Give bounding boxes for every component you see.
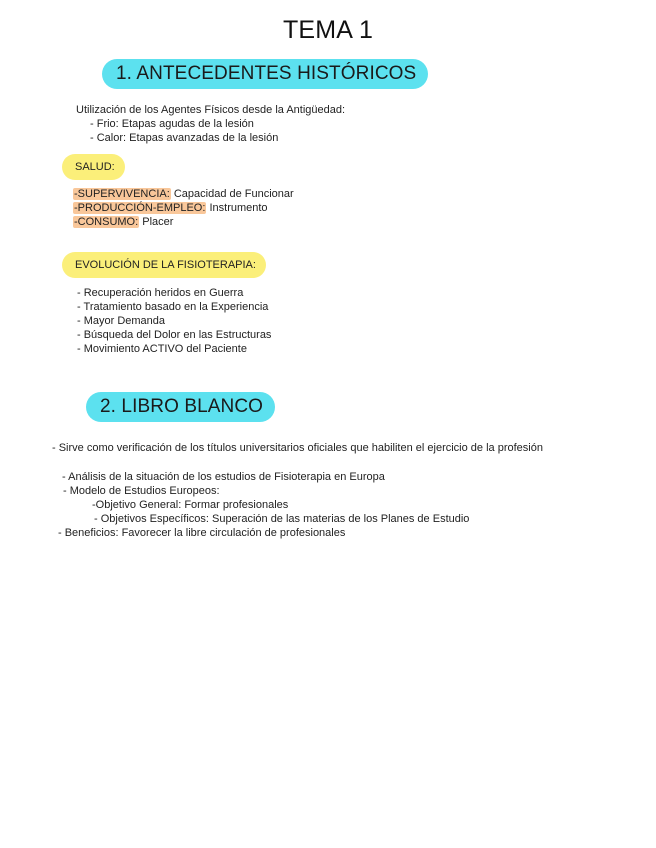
libro-blanco-subitem: -Objetivo General: Formar profesionales: [92, 499, 289, 511]
evolucion-list: [77, 286, 271, 356]
salud-item-term: -SUPERVIVENCIA:: [74, 188, 170, 200]
evolucion-item: - Recuperación heridos en Guerra: [77, 287, 244, 299]
salud-item-term: -PRODUCCIÓN-EMPLEO:: [74, 202, 206, 214]
intro-block: [76, 103, 345, 145]
intro-item: - Calor: Etapas avanzadas de la lesión: [90, 132, 279, 144]
libro-blanco-item: - Beneficios: Favorecer la libre circulación de profesionales: [58, 527, 346, 539]
libro-blanco-list: [58, 470, 470, 540]
section-heading-libro-blanco: 2. LIBRO BLANCO: [86, 392, 275, 422]
section-heading-antecedentes: 1. ANTECEDENTES HISTÓRICOS: [102, 59, 428, 89]
salud-label: SALUD:: [62, 154, 125, 180]
evolucion-item: - Búsqueda del Dolor en las Estructuras: [77, 329, 272, 341]
salud-item-text: Placer: [139, 216, 174, 228]
page-title: TEMA 1: [282, 16, 374, 44]
libro-blanco-item: - Análisis de la situación de los estudios de Fisioterapia en Europa: [62, 471, 385, 483]
salud-list: [73, 187, 294, 229]
salud-item: [73, 187, 294, 201]
evolucion-label: EVOLUCIÓN DE LA FISIOTERAPIA:: [62, 252, 266, 278]
intro-text: Utilización de los Agentes Físicos desde la Antigüedad:: [76, 104, 346, 116]
evolucion-item: - Movimiento ACTIVO del Paciente: [77, 343, 247, 355]
salud-item-text: Instrumento: [206, 202, 268, 214]
evolucion-item: - Mayor Demanda: [77, 315, 166, 327]
evolucion-item: - Tratamiento basado en la Experiencia: [77, 301, 269, 313]
salud-item: [73, 215, 294, 229]
salud-item-term: -CONSUMO:: [74, 216, 139, 228]
salud-item-text: Capacidad de Funcionar: [170, 188, 294, 200]
salud-item: [73, 201, 294, 215]
libro-blanco-subitem: - Objetivos Específicos: Superación de las materias de los Planes de Estudio: [94, 513, 470, 525]
libro-blanco-item: - Modelo de Estudios Europeos:: [63, 485, 220, 497]
libro-blanco-summary: - Sirve como verificación de los títulos universitarios oficiales que habiliten el ejercicio de la profesión: [52, 442, 543, 454]
intro-item: - Frio: Etapas agudas de la lesión: [90, 118, 254, 130]
